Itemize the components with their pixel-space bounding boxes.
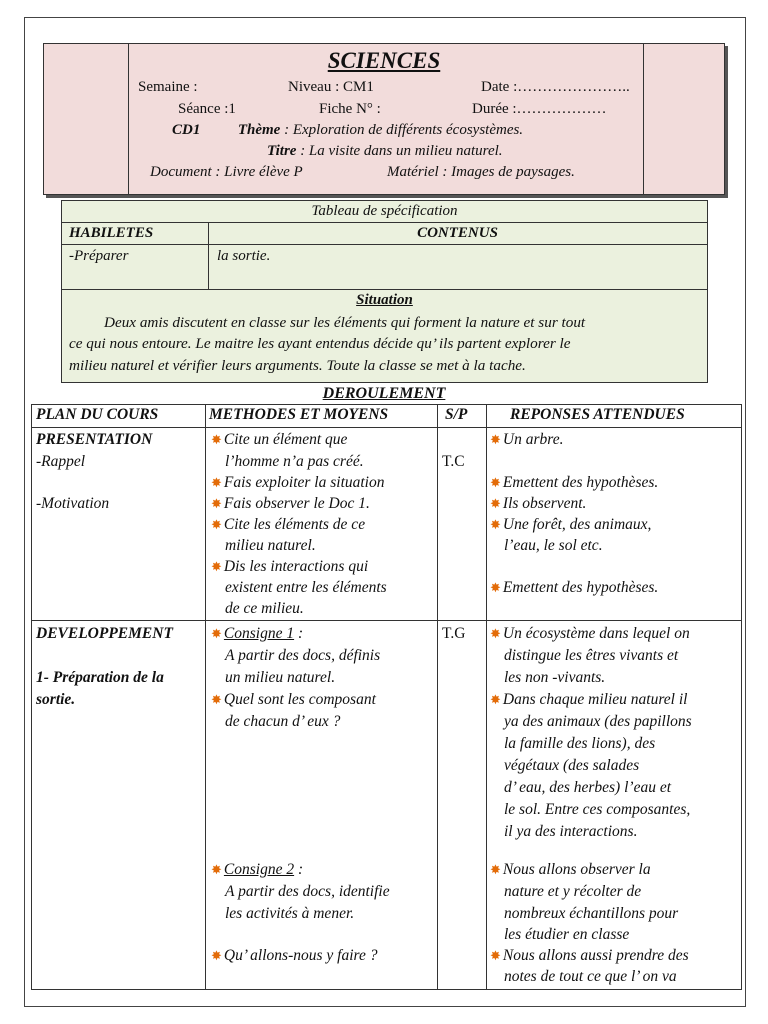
bullet-icon: ✸ xyxy=(490,626,501,641)
consigne-2: ✸ Consigne 2 : xyxy=(211,861,304,878)
reponse-line: ✸ Un écosystème dans lequel on xyxy=(490,625,690,642)
bullet-icon: ✸ xyxy=(490,948,501,963)
methode-line: milieu naturel. xyxy=(225,537,316,554)
situation-line-2: ce qui nous entoure. Le maitre les ayant entendus décide qu’ ils partent explorer le xyxy=(69,335,571,352)
methode-line: A partir des docs, définis xyxy=(225,647,381,664)
situation-line-3: milieu naturel et vérifier leurs arguments. Toute la classe se met à la tache. xyxy=(69,357,526,374)
titre-line xyxy=(267,143,503,160)
bullet-icon: ✸ xyxy=(490,432,501,447)
methode-line: les activités à mener. xyxy=(225,905,355,922)
bullet-icon: ✸ xyxy=(490,580,501,595)
cd-label: CD1 xyxy=(172,122,201,138)
theme-line xyxy=(172,122,523,139)
col-divider-1 xyxy=(205,405,206,989)
plan-header: PLAN DU COURS xyxy=(36,406,159,423)
plan-developpement: DEVELOPPEMENT xyxy=(36,625,173,642)
theme-label: Thème xyxy=(237,122,281,138)
spec-caption: Tableau de spécification xyxy=(311,203,458,219)
sp-presentation: T.C xyxy=(442,453,465,470)
bullet-icon: ✸ xyxy=(490,496,501,511)
bullet-icon: ✸ xyxy=(211,559,222,574)
methodes-header: METHODES ET MOYENS xyxy=(209,406,389,423)
seance-field: Séance :1 xyxy=(178,101,236,117)
reponses-header: REPONSES ATTENDUES xyxy=(510,406,685,423)
reponse-line: la famille des lions), des xyxy=(504,735,656,752)
plan-presentation: PRESENTATION xyxy=(36,431,153,448)
bullet-icon: ✸ xyxy=(211,948,222,963)
situation-title: Situation xyxy=(356,292,413,308)
header-rule xyxy=(32,427,741,428)
bullet-icon: ✸ xyxy=(211,626,222,641)
reponse-line: l’eau, le sol etc. xyxy=(504,537,603,554)
reponse-line: ✸ Dans chaque milieu naturel il xyxy=(490,691,688,708)
reponse-line: les non -vivants. xyxy=(504,669,606,686)
col-divider-2 xyxy=(437,405,438,989)
reponse-line: ✸ Un arbre. xyxy=(490,431,564,448)
deroulement-title: DEROULEMENT xyxy=(322,385,446,402)
methode-line: ✸ Qu’ allons-nous y faire ? xyxy=(211,947,378,964)
bullet-icon: ✸ xyxy=(211,475,222,490)
habilete-cell: -Préparer xyxy=(69,248,129,264)
plan-motivation: -Motivation xyxy=(36,495,110,512)
reponse-line: ya des animaux (des papillons xyxy=(504,713,692,730)
reponse-line: ✸ Ils observent. xyxy=(490,495,587,512)
theme-text: : Exploration de différents écosystèmes. xyxy=(280,122,524,138)
niveau-field: Niveau : CM1 xyxy=(288,79,374,95)
methode-line: ✸ Cite un élément que xyxy=(211,431,348,448)
reponse-line: nature et y récolter de xyxy=(504,883,642,900)
materiel-field: Matériel : Images de paysages. xyxy=(387,164,575,180)
reponse-line: il ya des interactions. xyxy=(504,823,638,840)
plan-preparation: 1- Préparation de la xyxy=(36,669,164,686)
contenu-cell: la sortie. xyxy=(217,248,271,264)
sp-header: S/P xyxy=(445,406,468,423)
col-divider-3 xyxy=(486,405,487,989)
bullet-icon: ✸ xyxy=(490,517,501,532)
situation-line-1: Deux amis discutent en classe sur les éléments qui forment la nature et sur tout xyxy=(104,314,586,331)
bullet-icon: ✸ xyxy=(211,517,222,532)
bullet-icon: ✸ xyxy=(490,692,501,707)
reponse-line: nombreux échantillons pour xyxy=(504,905,679,922)
reponse-line: végétaux (des salades xyxy=(504,757,640,774)
consigne-1: ✸ Consigne 1 : xyxy=(211,625,304,642)
reponse-line: d’ eau, des herbes) l’eau et xyxy=(504,779,672,796)
page-title: SCIENCES xyxy=(327,48,441,73)
sp-developpement: T.G xyxy=(442,625,466,642)
methode-line: l’homme n’a pas créé. xyxy=(225,453,364,470)
reponse-line: le sol. Entre ces composantes, xyxy=(504,801,691,818)
methode-line: de ce milieu. xyxy=(225,600,304,617)
methode-line: existent entre les éléments xyxy=(225,579,387,596)
section-rule xyxy=(32,620,741,621)
bullet-icon: ✸ xyxy=(211,432,222,447)
plan-rappel: -Rappel xyxy=(36,453,86,470)
reponse-line: ✸ Nous allons aussi prendre des xyxy=(490,947,689,964)
spec-content-row xyxy=(62,245,707,290)
methode-line: ✸ Fais exploiter la situation xyxy=(211,474,385,491)
bullet-icon: ✸ xyxy=(211,496,222,511)
habiletes-header: HABILETES xyxy=(69,225,154,241)
titre-label: Titre xyxy=(267,143,297,159)
plan-sortie: sortie. xyxy=(36,691,76,708)
reponse-line: ✸ Emettent des hypothèses. xyxy=(490,579,659,596)
bullet-icon: ✸ xyxy=(211,692,222,707)
specification-table xyxy=(61,200,708,383)
methode-line: ✸ Quel sont les composant xyxy=(211,691,376,708)
document-field: Document : Livre élève P xyxy=(150,164,303,180)
lesson-table xyxy=(31,404,742,990)
bullet-icon: ✸ xyxy=(211,862,222,877)
titre-text: : La visite dans un milieu naturel. xyxy=(296,143,503,159)
methode-line: ✸ Fais observer le Doc 1. xyxy=(211,495,370,512)
methode-line: ✸ Dis les interactions qui xyxy=(211,558,369,575)
spec-header-row xyxy=(62,223,707,245)
methode-line: ✸ Cite les éléments de ce xyxy=(211,516,366,533)
reponse-line: ✸ Une forêt, des animaux, xyxy=(490,516,652,533)
spec-caption-row xyxy=(62,201,707,223)
reponse-line: les étudier en classe xyxy=(504,926,630,943)
lesson-header xyxy=(43,43,725,195)
contenus-header: CONTENUS xyxy=(417,225,498,241)
reponse-line: ✸ Nous allons observer la xyxy=(490,861,651,878)
methode-line: A partir des docs, identifie xyxy=(225,883,390,900)
spec-column-divider xyxy=(208,223,209,290)
reponse-line: distingue les êtres vivants et xyxy=(504,647,679,664)
bullet-icon: ✸ xyxy=(490,475,501,490)
methode-line: de chacun d’ eux ? xyxy=(225,713,341,730)
semaine-field: Semaine : xyxy=(138,79,198,95)
reponse-line: notes de tout ce que l’ on va xyxy=(504,968,677,985)
reponse-line: ✸ Emettent des hypothèses. xyxy=(490,474,659,491)
bullet-icon: ✸ xyxy=(490,862,501,877)
methode-line: un milieu naturel. xyxy=(225,669,336,686)
fiche-field: Fiche N° : xyxy=(319,101,381,117)
duree-field: Durée :……………… xyxy=(472,101,607,117)
date-field: Date :………………….. xyxy=(481,79,630,95)
